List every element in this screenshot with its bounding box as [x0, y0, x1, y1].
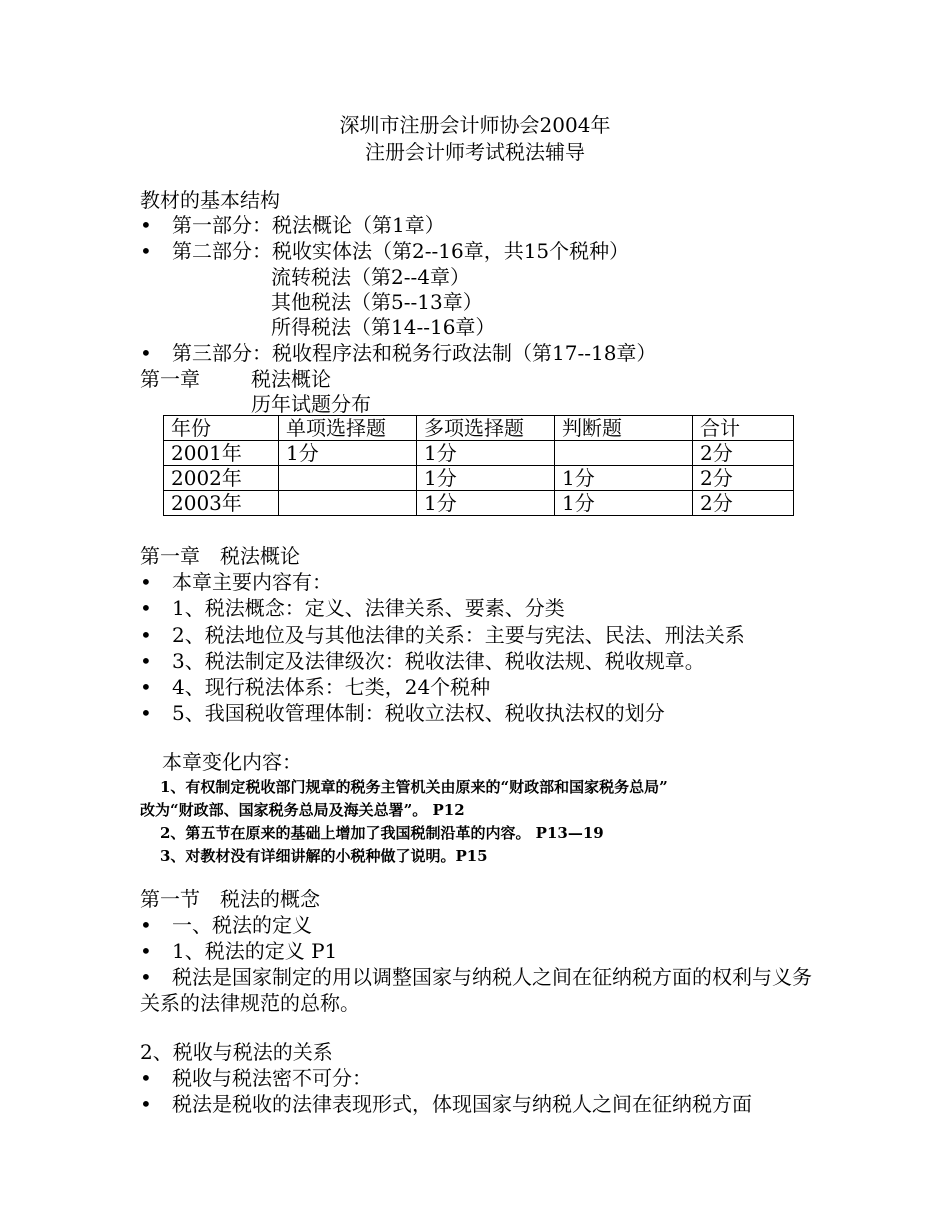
table-cell: 2001年: [164, 441, 279, 466]
table-cell: 2分: [693, 441, 794, 466]
change-item-1b: 改为“财政部、国家税务总局及海关总署”。 P12: [140, 801, 465, 819]
item-text: 一、税法的定义: [172, 913, 312, 937]
header-cell-year: 年份: [164, 416, 279, 441]
table-cell: 2分: [693, 466, 794, 491]
chapter1-title: 税法概论: [251, 367, 331, 391]
bullet-mark: •: [140, 570, 152, 594]
intro-text: 本章主要内容有：: [172, 570, 332, 594]
section1-item: [140, 939, 337, 963]
item-text: 4、现行税法体系：七类，24个税种: [172, 675, 491, 699]
table-cell: 1分: [279, 441, 417, 466]
table-cell: 1分: [417, 466, 555, 491]
change-item-2: 2、第五节在原来的基础上增加了我国税制沿革的内容。 P13—19: [160, 824, 604, 842]
relation-item: [140, 1066, 372, 1090]
content-item: [140, 596, 565, 620]
bullet-mark: •: [140, 939, 152, 963]
content-item: [140, 701, 665, 725]
part3-text: 第三部分：税收程序法和税务行政法制（第17--18章）: [172, 341, 657, 365]
item-text: 1、税法的定义 P1: [172, 939, 338, 963]
bullet-mark: •: [140, 213, 152, 237]
item-text: 1、税法概念：定义、法律关系、要素、分类: [172, 596, 565, 620]
table-header-row: [164, 416, 794, 441]
bullet-mark: •: [140, 1066, 152, 1090]
bullet-mark: •: [140, 596, 152, 620]
changes-heading: 本章变化内容：: [162, 750, 302, 774]
table-row: [164, 441, 794, 466]
table-cell: 1分: [555, 466, 693, 491]
chapter-heading: 第一章 税法概论: [140, 544, 300, 568]
table-cell: 1分: [555, 491, 693, 516]
change-item-1a: 1、有权制定税收部门规章的税务主管机关由原来的“财政部和国家税务总局”: [160, 778, 668, 796]
structure-part1: [140, 213, 445, 237]
bullet-mark: •: [140, 341, 152, 365]
table-cell: 2003年: [164, 491, 279, 516]
table-cell: [555, 441, 693, 466]
section1-item: [140, 913, 312, 937]
content-intro: [140, 570, 332, 594]
content-item: [140, 649, 705, 673]
relation-heading: 2、税收与税法的关系: [140, 1040, 333, 1064]
structure-part2: [140, 239, 629, 263]
header-cell-multiple-choice: 多项选择题: [417, 416, 555, 441]
bullet-mark: •: [140, 675, 152, 699]
document-title-line2: 注册会计师考试税法辅导: [365, 140, 585, 164]
header-cell-total: 合计: [693, 416, 794, 441]
structure-heading: 教材的基本结构: [140, 188, 280, 212]
table-cell: 2分: [693, 491, 794, 516]
structure-sub3: 所得税法（第14--16章）: [271, 315, 496, 339]
document-title-line1: 深圳市注册会计师协会2004年: [339, 113, 611, 137]
chapter1-label: 第一章: [140, 367, 200, 391]
header-cell-judgement: 判断题: [555, 416, 693, 441]
item-text: 3、税法制定及法律级次：税收法律、税收法规、税收规章。: [172, 649, 705, 673]
table-row: [164, 491, 794, 516]
bullet-mark: •: [140, 649, 152, 673]
item-text: 税收与税法密不可分：: [172, 1066, 372, 1090]
table-caption: 历年试题分布: [251, 392, 371, 416]
item-text: 5、我国税收管理体制：税收立法权、税收执法权的划分: [172, 701, 665, 725]
definition-text: 税法是国家制定的用以调整国家与纳税人之间在征纳税方面的权利与义务关系的法律规范的总称。: [140, 965, 812, 1015]
section1-heading: 第一节 税法的概念: [140, 887, 320, 911]
item-text: 2、税法地位及与其他法律的关系：主要与宪法、民法、刑法关系: [172, 623, 745, 647]
table-cell: 1分: [417, 491, 555, 516]
change-item-3: 3、对教材没有详细讲解的小税种做了说明。P15: [160, 847, 488, 865]
table-cell: [279, 491, 417, 516]
part1-text: 第一部分：税法概论（第1章）: [172, 213, 445, 237]
structure-sub1: 流转税法（第2--4章）: [271, 265, 470, 289]
bullet-mark: •: [140, 913, 152, 937]
content-item: [140, 623, 745, 647]
part2-text: 第二部分：税收实体法（第2--16章，共15个税种）: [172, 239, 630, 263]
structure-part3: [140, 341, 656, 365]
table-cell: 2002年: [164, 466, 279, 491]
bullet-mark: •: [140, 623, 152, 647]
bullet-mark: •: [140, 965, 152, 989]
bullet-mark: •: [140, 1092, 152, 1116]
exam-distribution-table: [163, 415, 794, 516]
relation-item: [140, 1092, 752, 1116]
bullet-mark: •: [140, 239, 152, 263]
tax-law-definition: [140, 964, 820, 1016]
header-cell-single-choice: 单项选择题: [279, 416, 417, 441]
table-row: [164, 466, 794, 491]
structure-sub2: 其他税法（第5--13章）: [271, 290, 483, 314]
item-text: 税法是税收的法律表现形式，体现国家与纳税人之间在征纳税方面: [172, 1092, 752, 1116]
content-item: [140, 675, 490, 699]
table-cell: [279, 466, 417, 491]
table-cell: 1分: [417, 441, 555, 466]
bullet-mark: •: [140, 701, 152, 725]
